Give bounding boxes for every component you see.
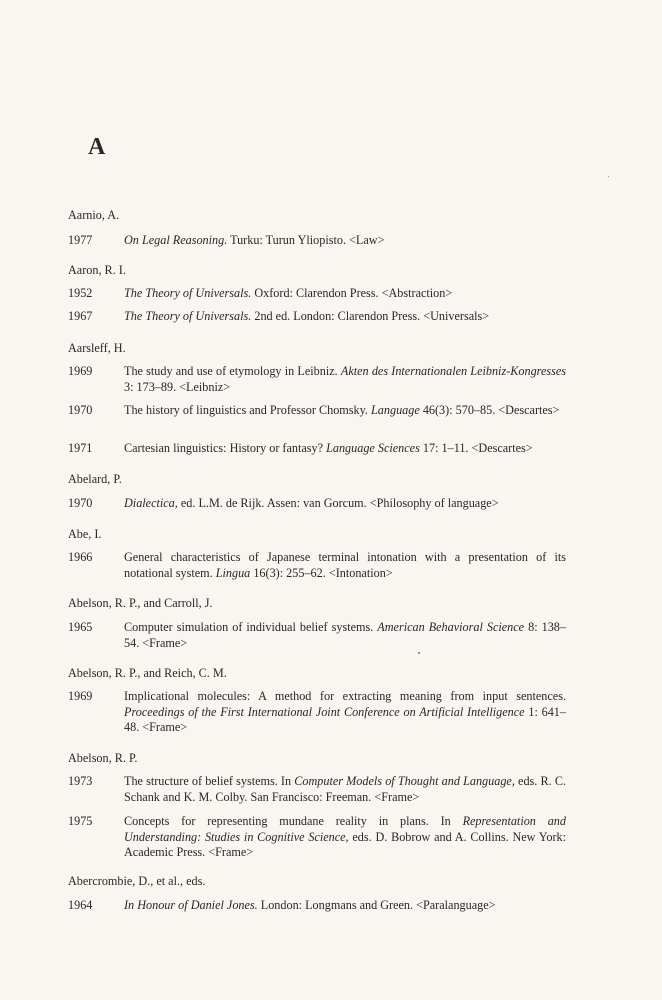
- citation-text: 17: 1–11. <Descartes>: [419, 441, 533, 455]
- citation-text: Implicational molecules: A method for extracting meaning from input sentences.: [124, 689, 566, 703]
- citation-text: eds. R. C. Schank and K. M. Colby. San Francisco: Freeman. <Frame>: [124, 774, 566, 804]
- citation-title: In Honour of Daniel Jones.: [124, 898, 258, 912]
- citation-title: Language Sciences: [326, 441, 420, 455]
- entry-year: 1952: [68, 286, 93, 300]
- section-letter: A: [88, 134, 106, 160]
- citation-text: 46(3): 570–85. <Descartes>: [419, 403, 560, 417]
- citation-text: 1: 641–48. <Frame>: [124, 704, 566, 735]
- entry-citation: [124, 620, 566, 651]
- citation-text: ed. L.M. de Rijk. Assen: van Gorcum. <Philosophy of language>: [177, 496, 499, 510]
- entry-citation: [124, 550, 566, 581]
- entry-citation: [124, 441, 566, 457]
- entry-citation: [124, 814, 566, 861]
- entry-year: 1970: [68, 403, 93, 417]
- entry-author: Aaron, R. I.: [68, 263, 126, 277]
- entry-author: Abelson, R. P., and Reich, C. M.: [68, 666, 227, 680]
- entry-year: 1966: [68, 550, 93, 564]
- citation-text: Turku: Turun Yliopisto. <Law>: [227, 233, 385, 247]
- citation-text: Concepts for representing mundane reality in plans. In: [124, 814, 463, 828]
- entry-author: Abelson, R. P.: [68, 751, 138, 765]
- entry-citation: [124, 774, 566, 805]
- citation-text: 3: 173–89. <Leibniz>: [124, 379, 231, 394]
- entry-citation: [124, 286, 566, 302]
- entry-year: 1965: [68, 620, 93, 634]
- entry-citation: [124, 309, 566, 325]
- entry-year: 1969: [68, 364, 93, 378]
- citation-text: 16(3): 255–62. <Intonation>: [250, 565, 393, 580]
- entry-year: 1970: [68, 496, 93, 510]
- citation-text: eds. D. Bobrow and A. Collins. New York: Academic Press. <Frame>: [124, 829, 566, 860]
- citation-text: The history of linguistics and Professor Chomsky.: [124, 403, 372, 417]
- speck: [418, 652, 420, 654]
- entry-year: 1975: [68, 814, 93, 828]
- citation-title: Language: [371, 403, 420, 417]
- entry-citation: [124, 364, 566, 395]
- citation-text: The study and use of etymology in Leibniz.: [124, 364, 341, 378]
- citation-title: The Theory of Universals.: [124, 286, 252, 300]
- citation-title: The Theory of Universals.: [124, 309, 252, 323]
- citation-text: Oxford: Clarendon Press. <Abstraction>: [251, 286, 453, 300]
- entry-year: 1977: [68, 233, 93, 247]
- citation-title: Representation and Understanding: Studies in Cognitive Science,: [124, 814, 566, 844]
- citation-text: 2nd ed. London: Clarendon Press. <Universals>: [251, 309, 490, 323]
- citation-text: General characteristics of Japanese terminal intonation with a presentation of its notational system.: [124, 550, 566, 580]
- citation-title: Proceedings of the First International Joint Conference on Artificial Intelligence: [124, 704, 525, 719]
- citation-title: Lingua: [215, 565, 251, 580]
- entry-year: 1969: [68, 689, 93, 703]
- entry-year: 1973: [68, 774, 93, 788]
- entry-citation: [124, 233, 566, 249]
- entry-author: Aarnio, A.: [68, 208, 120, 222]
- entry-author: Abelson, R. P., and Carroll, J.: [68, 596, 213, 610]
- citation-title: American Behavioral Science: [377, 620, 525, 634]
- citation-title: Dialectica,: [124, 496, 178, 510]
- entry-author: Abercrombie, D., et al., eds.: [68, 874, 206, 888]
- entry-citation: [124, 689, 566, 736]
- citation-text: London: Longmans and Green. <Paralanguage>: [257, 898, 496, 912]
- entry-author: Abe, I.: [68, 527, 102, 541]
- citation-text: Computer simulation of individual belief systems.: [124, 620, 378, 634]
- entry-citation: [124, 496, 566, 512]
- citation-title: On Legal Reasoning.: [124, 233, 228, 247]
- citation-text: The structure of belief systems. In: [124, 774, 295, 788]
- entry-year: 1964: [68, 898, 93, 912]
- citation-title: Computer Models of Thought and Language,: [294, 774, 515, 788]
- citation-title: Akten des Internationalen Leibniz-Kongresses: [340, 364, 566, 378]
- entry-author: Abelard, P.: [68, 472, 122, 486]
- entry-author: Aarsleff, H.: [68, 341, 126, 355]
- entry-year: 1967: [68, 309, 93, 323]
- entry-year: 1971: [68, 441, 93, 455]
- entry-citation: [124, 403, 566, 419]
- speck: [608, 176, 609, 177]
- entry-citation: [124, 898, 566, 914]
- citation-text: Cartesian linguistics: History or fantasy?: [124, 441, 327, 455]
- citation-text: 8: 138–54. <Frame>: [124, 620, 566, 650]
